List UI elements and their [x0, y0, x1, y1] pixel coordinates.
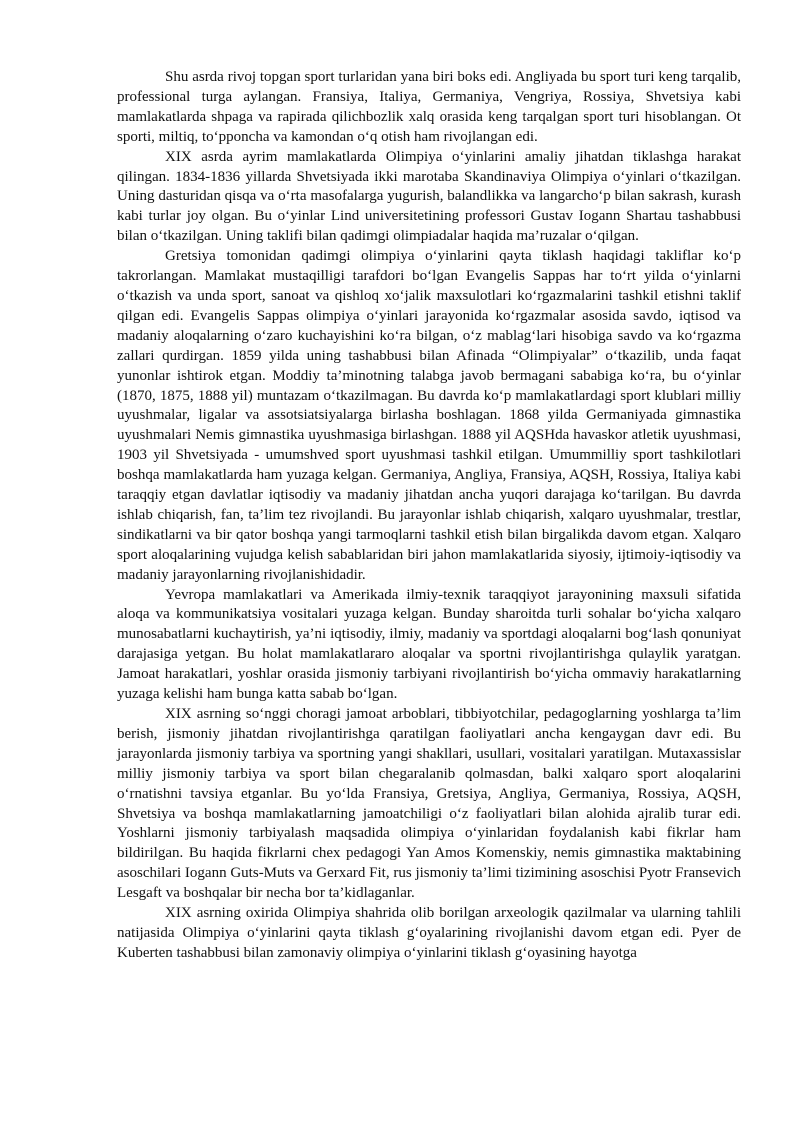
- document-body: [117, 68, 741, 964]
- paragraph-scandinavian-games: XIX asrda ayrim mamlakatlarda Olimpiya o‘yinlarini amaliy jihatdan tiklashga harakat qilingan. 1834-1836 yillarda Shvetsiyada ikki marotaba Skandinaviya Olimpiya o‘yinlari o‘tkazilgan. Uning dasturidan qisqa va o‘rta masofalarga yugurish, balandlikka va langarcho‘p bilan sakrash, kurash kabi turlar joy olgan. Bu o‘yinlar Lind universitetining professori Gustav Iogann Shartau tashabbusi bilan o‘tkazilgan. Uning taklifi bilan qadimgi olimpiadalar haqida ma’ruzalar o‘qilgan.: [117, 148, 741, 245]
- paragraph-olympia-excavations: XIX asrning oxirida Olimpiya shahrida olib borilgan arxeologik qazilmalar va ularning tahlili natijasida Olimpiya o‘yinlarini qayta tiklash g‘oyalarining rivojlanishi davom etgan edi. Pyer de Kuberten tashabbusi bilan zamonaviy olimpiya o‘yinlarini tiklash g‘oyasining hayotga: [117, 905, 741, 961]
- paragraph-boxing: Shu asrda rivoj topgan sport turlaridan yana biri boks edi. Angliyada bu sport turi keng tarqalib, professional turga aylangan. Fransiya, Italiya, Germaniya, Vengriya, Rossiya, Shvetsiya kabi mamlakatlarda shpaga va rapirada qilichbozlik xalq orasida keng tarqalgan sport turi hisoblangan. Ot sporti, miltiq, to‘pponcha va kamondan o‘q otish ham rivojlangan edi.: [117, 69, 741, 145]
- paragraph-late-19th-century: XIX asrning so‘nggi choragi jamoat arboblari, tibbiyotchilar, pedagoglarning yoshlarga ta’lim berish, jismoniy jihatdan rivojlantirishga qaratilgan faoliyatlari ancha kengaygan davr edi. Bu jarayonlarda jismoniy tarbiya va sportning yangi shakllari, usullari, vositalari yaratilgan. Mutaxassislar milliy jismoniy tarbiya va sport bilan chegaralanib qolmasdan, balki xalqaro sport aloqalarini o‘rnatishni tavsiya etganlar. Bu yo‘lda Fransiya, Gretsiya, Angliya, Germaniya, Rossiya, AQSH, Shvetsiya va boshqa mamlakatlarning jamoatchiligi o‘z faoliyatlari bilan alohida ajralib turar edi. Yoshlarni jismoniy tarbiyalash maqsadida olimpiya o‘yinlaridan foydalanish kabi fikrlar ham bildirilgan. Bu haqida fikrlarni chex pedagogi Yan Amos Komenskiy, nemis gimnastika maktabining asoschilari Iogann Guts-Muts va Gerxard Fit, rus jismoniy ta’limi tizimining asoschisi Pyotr Fransevich Lesgaft va boshqalar bir necha bor ta’kidlaganlar.: [117, 706, 741, 902]
- paragraph-europe-america: Yevropa mamlakatlari va Amerikada ilmiy-texnik taraqqiyot jarayonining maxsuli sifatida aloqa va kommunikatsiya vositalari yuzaga kelgan. Bunday sharoitda turli sohalar bo‘yicha xalqaro munosabatlarni kuchaytirish, ya’ni iqtisodiy, ilmiy, madaniy va sportdagi aloqalarni bog‘lash qonuniyat darajasiga yetgan. Bu holat mamlakatlararo aloqalar va sportni rivojlantirishga qulaylik yaratgan. Jamoat harakatlari, yoshlar orasida jismoniy tarbiyani rivojlantirish bo‘yicha ommaviy harakatlarning yuzaga kelishi ham bunga katta sabab bo‘lgan.: [117, 586, 741, 703]
- paragraph-greece-revival: Gretsiya tomonidan qadimgi olimpiya o‘yinlarini qayta tiklash haqidagi takliflar ko‘p takrorlangan. Mamlakat mustaqilligi tarafdori bo‘lgan Evangelis Sappas har to‘rt yilda o‘yinlarni o‘tkazish va unda sport, sanoat va qishloq xo‘jalik maxsulotlari ko‘rgazmalarini tashkil etishni taklif qilgan edi. Evangelis Sappas olimpiya o‘yinlari jarayonida ko‘rgazmalar asosida savdo, iqtisod va madaniy aloqalarning o‘zaro kuchayishini ko‘ra bilgan, o‘z mablag‘lari hisobiga savdo va ko‘rgazma zallari qurdirgan. 1859 yilda uning tashabbusi bilan Afinada “Olimpiyalar” o‘tkazilib, unda faqat yunonlar ishtirok etgan. Moddiy ta’minotning talabga javob bermagani sababiga ko‘ra, bu o‘yinlar (1870, 1875, 1888 yil) muntazam o‘tkazilmagan. Bu davrda ko‘p mamlakatlardagi sport klublari milliy uyushmalar, ligalar va assotsiatsiyalarga birlasha boshlagan. 1868 yilda Germaniyada gimnastika uyushmalari Nemis gimnastika uyushmasiga birlashgan. 1888 yil AQSHda havaskor atletik uyushmasi, 1903 yil Shvetsiyada - umumshved sport uyushmasi tashkil etilgan. Umummilliy sport tashkilotlari boshqa mamlakatlarda ham yuzaga kelgan. Germaniya, Angliya, Fransiya, AQSH, Rossiya, Italiya kabi taraqqiy etgan davlatlar iqtisodiy va madaniy jihatdan ancha yuqori darajaga ko‘tarilgan. Bu davrda ishlab chiqarish, fan, ta’lim tez rivojlandi. Bu jarayonlar ishlab chiqarish, xalqaro uyushmalar, trestlar, sindikatlarni va bir qator boshqa yangi tarmoqlarni tashkil etish bilan birgalikda davom etgan. Xalqaro sport aloqalarining vujudga kelish sabablaridan biri jahon mamlakatlarida siyosiy, ijtimoiy-iqtisodiy va madaniy jarayonlarning rivojlanishidadir.: [117, 248, 741, 583]
